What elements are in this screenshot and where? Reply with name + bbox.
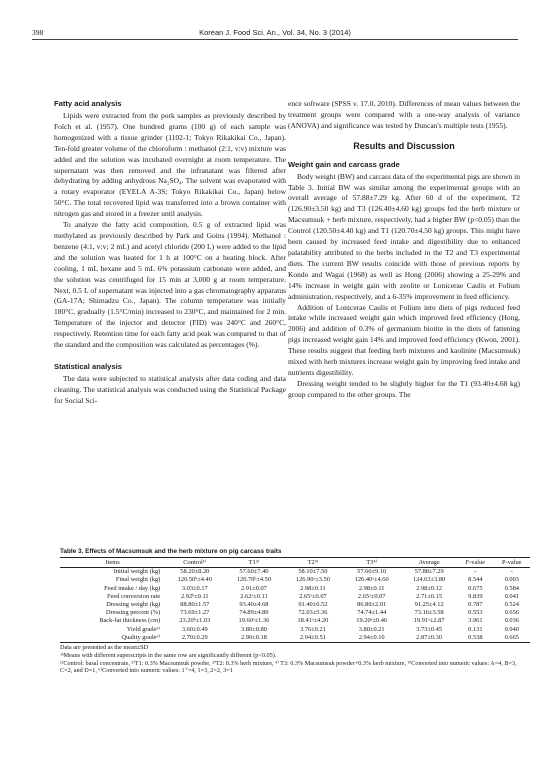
table-cell: 0.665 [494, 634, 530, 643]
table-cell: 0.553 [468, 609, 483, 617]
fatty-acid-paragraph-1: Lipids were extracted from the pork samples as previously described by Folch et al. (1957). One hundred grams (100 g) of each sample was homogenized with a tissue grinder (1102-1; Tokyo Rikakikai Co., Japan). Ten-fold greater volume of the chloroform : methanol (2:1, v:v) mixture was added and the solution was incubated overnight at room temperature. The supernatant was then removed and the infranatant was filtered after dehydrating by adding anhydrous Na₂SO₄. The solvent was evaporated with a rotary evaporator (EYELA A-3S; Tokyo Rikakikai Co., Japan) below 50°C. The total recovered lipid was transferred into a brown container with nitrogen gas and stored in a freezer until analysis. [54, 111, 286, 219]
running-head: Korean J. Food Sci. An., Vol. 34, No. 3 (2014) [199, 28, 351, 37]
table-cell: 2.98±0.11 [358, 584, 385, 592]
row-label-cell: Back-fat thickness (cm) [99, 617, 161, 625]
table-cell: 0.584 [504, 584, 519, 592]
fatty-acid-heading: Fatty acid analysis [54, 99, 122, 108]
table-row [60, 609, 530, 617]
row-label-cell: Quality grade⁶⁾ [60, 634, 165, 643]
statistical-continuation: ence software (SPSS v. 17.0, 2010). Differences of mean values between the treatment groups were compared with a one-way analysis of variance (ANOVA) and significance was tested by Duncan's multiple tests (1955). [288, 99, 520, 130]
table-cell: 0.787 [468, 601, 483, 609]
table-cell: 3.961 [468, 617, 483, 625]
table-cell: 0.003 [504, 576, 519, 584]
table-cell: 72.03±5.36 [298, 609, 328, 617]
table-cell: 0.036 [504, 617, 519, 625]
col-header-t1: T1²⁾ [224, 558, 283, 568]
row-label-cell: Dressing percent (%) [105, 609, 161, 617]
table-header-row [60, 558, 530, 568]
table-cell: 0.131 [468, 625, 483, 633]
table-cell: 74.89±4.89 [239, 609, 269, 617]
table-cell: 2.94±0.10 [342, 634, 401, 643]
row-label-cell: Initial weight (kg) [113, 568, 161, 576]
table-cell: 3.76±0.21 [299, 625, 326, 633]
table-row [60, 576, 530, 584]
table-cell: 126.40ᵃ±4.60 [354, 576, 389, 584]
table-cell: - [474, 568, 477, 576]
weight-gain-heading: Weight gain and carcass grade [288, 159, 400, 169]
table-cell: 2.62ᵃ±0.11 [240, 592, 268, 600]
table-cell: 2.71±0.15 [416, 592, 443, 600]
col-header-average: Average [401, 558, 457, 568]
col-header-p-value: P-value [494, 558, 530, 568]
table-cell: 57.60±9.10 [357, 568, 387, 576]
table-cell: 2.65ᵃ±0.07 [299, 592, 327, 600]
table-cell: 86.80±2.01 [357, 601, 387, 609]
fatty-acid-paragraph-2: To analyze the fatty acid composition, 0.5 g of extracted lipid was methylated as previously described by Park and Goins (1994). Methanol : benzene (4:1, v:v; 2 mL) and acetyl chloride (200 L) were added to the lipid and the solution was heated for 1 h at 100°C on a heating block. After cooling, 1 mL hexane and 5 mL 6% potassium carbonate were added, and the solution was centrifuged for 15 min at 3,000 g at room temperature. Next, 0.5 L of supernatant was injected into a gas chromatography apparatus (GA-17A; Shimadzu Co., Japan). The column temperature was initially 180°C, gradually (1.5°C/min) increased to 230°C, and maintained for 2 min. Temperature of the injector and detector (FID) was 240°C and 260°C, respectively. Retention time for each fatty acid peak was compared to that of the standard and the composition was calculated as percentages (%). [54, 220, 286, 350]
table-cell: 2.94±0.51 [284, 634, 343, 643]
table-cell: 0.675 [468, 584, 483, 592]
table-cell: 120.50ᵇ±4.40 [177, 576, 212, 584]
row-label-cell: Feed conversion rate [106, 592, 161, 600]
table-cell: 19.91ᵃ±2.87 [413, 617, 445, 625]
header-rule [32, 39, 518, 40]
table-cell: 0.940 [504, 625, 519, 633]
table-cell: 2.70±0.29 [165, 634, 224, 643]
weight-paragraph-1: Body weight (BW) and carcass data of the experimental pigs are shown in Table 3. Initial BW was similar among the experimental groups with an overall average of 57.88±7.29 kg. After 60 d of the experiment, T2 (126.90±3.50 kg) and T3 (126.40±4.60 kg) groups fed the herb mixture or Macsumsuk + herb mixture, respectively, had a higher BW (p<0.05) than the Control (120.50±4.40 kg) and T1 (120.70±4.50 kg) groups. This might have been caused by increased feed intake and digestibility due to enhanced palatability attributed to the herbs included in the T2 and T3 experimental diets. The current BW results coincide with those of previous reports by Kondo and Wagai (1968) as well as Hong (2006) showing a 25-29% and 14% increase in weight gain with zeolite or Lonicerae Caulis et Folium administration, respectively, and a 6-35% improvement in feed efficiency. [288, 171, 520, 301]
col-header-f-value: F-value [457, 558, 493, 568]
table-row [60, 601, 530, 609]
table-row [60, 585, 530, 593]
table-caption: Table 3. Effects of Macsumsuk and the herb mixture on pig carcass traits [60, 548, 282, 555]
table-row [60, 617, 530, 625]
row-label-cell: Dressing weight (kg) [106, 601, 161, 609]
table-cell: 0.656 [504, 609, 519, 617]
table-row [60, 626, 530, 634]
table-cell: 19.60ᵃ±1.36 [238, 617, 270, 625]
table-row [60, 568, 530, 577]
page-number: 398 [32, 28, 44, 37]
table-cell: 2.92ᵇ±0.11 [180, 592, 209, 600]
row-label-cell: Feed intake / day (kg) [104, 584, 161, 592]
table-cell: 58.20±8.20 [180, 568, 210, 576]
table-cell: 0.538 [457, 634, 493, 643]
table-cell: 58.10±7.50 [298, 568, 328, 576]
table-cell: 2.98±0.11 [300, 584, 326, 592]
col-header-control: Control¹⁾ [165, 558, 224, 568]
table-cell: 73.69±1.27 [180, 609, 210, 617]
table-cell: 74.74±1.44 [357, 609, 387, 617]
col-header-t3: T3⁴⁾ [342, 558, 401, 568]
table-cell: 2.98±0.12 [416, 584, 443, 592]
table-note-footnotes: ¹⁾Control: basal concentrate, ²⁾T1: 0.3% Macsumsuk powder, ³⁾T2: 0.3% herb mixture, ⁴⁾ T3: 0.3% Macsumsuk powder+0.3% herb mixture, ⁵⁾Converted into numeric values: A=4, B=3, C=2, and D=1, ⁶⁾Converted into numeric values: 1⁺=4, 1=3, 2=2, 3=1 [60, 659, 517, 675]
table-cell: 57.60±7.40 [239, 568, 269, 576]
table-cell: 3.80±0.21 [358, 625, 385, 633]
table-cell: 9.839 [468, 592, 483, 600]
statistical-heading: Statistical analysis [54, 361, 122, 371]
col-header-t2: T2³⁾ [284, 558, 343, 568]
table-cell: 2.90±0.18 [224, 634, 283, 643]
weight-paragraph-2: Addition of Lonicerae Caulis et Folium into diets of pigs reduced feed intake while increased weight gain which improved feed efficiency (Hong, 2006) and addition of 0.3% of germanium biotite in the diets of fattening pigs increased weight gain 14% and improved feed efficiency (Kwon, 2001). These results suggest that feeding herb mixtures and kaolinite (Macsumsuk) mixed with herb mixtures increase weight gain by improving feed intake and nutrients digestibility. [288, 302, 520, 377]
table-body [60, 568, 530, 643]
table-cell: 93.40±4.68 [239, 601, 269, 609]
table-notes [60, 644, 530, 675]
table-cell: 91.25±4.12 [414, 601, 444, 609]
table-cell: 3.80±0.80 [241, 625, 267, 633]
table-cell: 18.41ᵃ±4.20 [297, 617, 329, 625]
right-column [288, 99, 520, 401]
table-cell: 2.91±0.07 [241, 584, 267, 592]
table-cell: 57.88±7.29 [414, 568, 444, 576]
table-cell: 8.544 [468, 576, 483, 584]
table-3 [60, 548, 530, 675]
table-cell: 19.20ᵃ±0.46 [356, 617, 388, 625]
carcass-traits-table [60, 557, 530, 643]
table-note-mean-sd: Data are presented as the mean±SD [60, 644, 149, 652]
results-section-title: Results and Discussion [353, 140, 455, 151]
table-row [60, 593, 530, 601]
table-note-superscripts: ᵃᵇMeans with different superscripts in the same row are significantly different (p<0.05). [60, 651, 277, 659]
table-cell: - [510, 568, 513, 576]
statistical-paragraph: The data were subjected to statistical analysis after data coding and data cleaning. The statistical analysis was conducted using the Statistical Package for Social Sci- [54, 373, 286, 405]
row-label-cell: Yield grade⁵⁾ [126, 625, 161, 633]
left-column [54, 99, 286, 407]
table-cell: 88.80±1.57 [180, 601, 210, 609]
table-cell: 91.40±6.52 [298, 601, 328, 609]
weight-paragraph-3: Dressing weight tended to be slightly higher for the T1 (93.40±4.68 kg) group compared to the other groups. The [288, 378, 520, 399]
row-label-cell: Final weight (kg) [115, 576, 161, 584]
table-cell: 120.70ᵇ±4.50 [236, 576, 272, 584]
table-cell: 73.16±3.58 [414, 609, 444, 617]
col-header-items: Items [60, 558, 165, 568]
table-cell: 0.524 [504, 601, 519, 609]
table-cell: 3.73±0.45 [416, 625, 443, 633]
table-cell: 2.87±0.30 [401, 634, 457, 643]
table-cell: 3.60±0.49 [181, 625, 208, 633]
table-cell: 3.03±0.17 [181, 584, 208, 592]
table-cell: 124.63±3.80 [412, 576, 446, 584]
table-cell: 126.90ᵃ±3.50 [295, 576, 330, 584]
table-cell: 23.20ᵇ±1.03 [179, 617, 211, 625]
table-row [60, 634, 530, 643]
table-cell: 0.041 [504, 592, 519, 600]
table-cell: 2.65ᵃ±0.07 [357, 592, 386, 600]
